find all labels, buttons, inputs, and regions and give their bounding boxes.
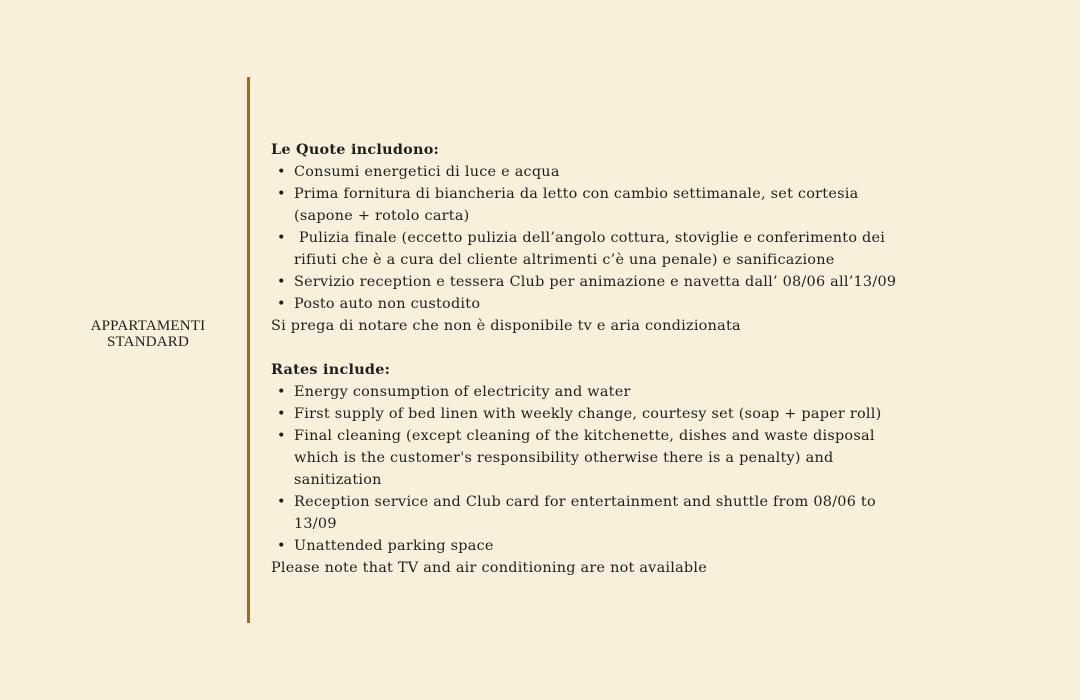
list-item — [271, 381, 911, 403]
bullet-icon: • — [277, 406, 286, 422]
section-spacer — [271, 337, 911, 359]
bullet-icon: • — [277, 494, 286, 510]
list-item-text: Pulizia finale (eccetto pulizia dell’angolo cottura, stoviglie e conferimento dei rifiuti che è a cura del cliente altrimenti c’è una penale) e sanificazione — [294, 230, 890, 268]
list-item-text: Consumi energetici di luce e acqua — [294, 164, 560, 180]
italian-list — [271, 161, 911, 315]
apartment-type-label — [60, 318, 236, 350]
list-item — [271, 535, 911, 557]
list-item — [271, 183, 911, 227]
list-item-text: Energy consumption of electricity and water — [294, 384, 631, 400]
bullet-icon: • — [277, 296, 286, 312]
list-item-text: Prima fornitura di biancheria da letto con cambio settimanale, set cortesia (sapone + rotolo carta) — [294, 186, 859, 224]
list-item — [271, 491, 911, 535]
list-item — [271, 403, 911, 425]
apartment-type-line-2: STANDARD — [106, 334, 190, 350]
bullet-icon: • — [277, 384, 286, 400]
bullet-icon: • — [277, 428, 286, 444]
bullet-icon: • — [277, 274, 286, 290]
english-note: Please note that TV and air conditioning are not available — [271, 560, 708, 576]
italian-heading: Le Quote includono: — [271, 141, 440, 158]
english-heading: Rates include: — [271, 361, 391, 378]
list-item — [271, 227, 911, 271]
list-item-text: Final cleaning (except cleaning of the kitchenette, dishes and waste disposal which is the customer's responsibility otherwise there is a penalty) and sanitization — [294, 428, 875, 488]
bullet-icon: • — [277, 164, 286, 180]
list-item — [271, 425, 911, 491]
list-item-text: Unattended parking space — [294, 538, 494, 554]
list-item-text: First supply of bed linen with weekly change, courtesy set (soap + paper roll) — [294, 406, 882, 422]
list-item-text: Posto auto non custodito — [294, 296, 481, 312]
list-item-text: Reception service and Club card for entertainment and shuttle from 08/06 to 13/09 — [294, 494, 876, 532]
english-list — [271, 381, 911, 557]
italian-note: Si prega di notare che non è disponibile tv e aria condizionata — [271, 318, 741, 334]
rates-content — [271, 139, 911, 579]
list-item — [271, 271, 911, 293]
vertical-divider — [247, 77, 250, 623]
apartment-type-line-1: APPARTAMENTI — [90, 318, 206, 334]
list-item — [271, 293, 911, 315]
list-item-text: Servizio reception e tessera Club per animazione e navetta dall’ 08/06 all’13/09 — [294, 274, 897, 290]
list-item — [271, 161, 911, 183]
bullet-icon: • — [277, 230, 286, 246]
bullet-icon: • — [277, 186, 286, 202]
bullet-icon: • — [277, 538, 286, 554]
